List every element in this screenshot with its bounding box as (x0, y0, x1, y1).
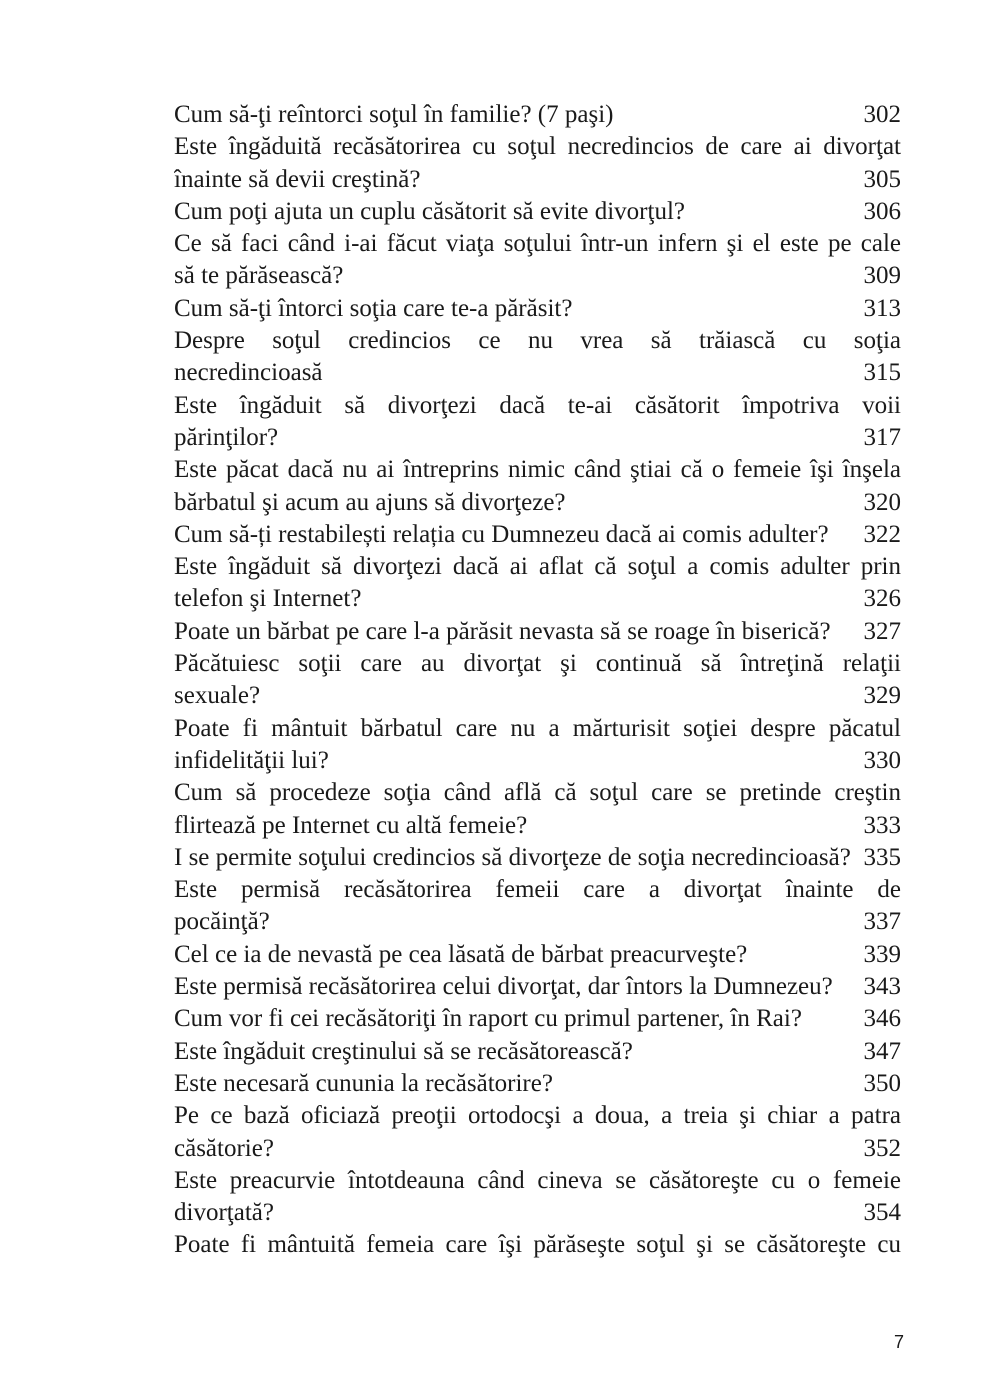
toc-entry-page: 333 (863, 811, 901, 839)
toc-entry-page: 315 (863, 359, 901, 387)
toc-entry-title: Este permisă recăsătorirea celui divorţat, dar întors la Dumnezeu? (174, 973, 833, 1001)
toc-entry-page: 347 (863, 1037, 901, 1065)
toc-entry-page: 354 (863, 1199, 901, 1227)
toc-entry-title: Este îngăduit să divorţezi dacă te-ai căsătorit împotriva voii (174, 391, 901, 419)
toc-line (174, 1197, 901, 1229)
toc-entry-page: 309 (863, 262, 901, 290)
toc-line (174, 164, 901, 196)
toc-entry-page: 330 (863, 746, 901, 774)
toc-entry-page: 352 (863, 1134, 901, 1162)
toc-entry-title: căsătorie? (174, 1134, 274, 1162)
toc-line (174, 1068, 901, 1100)
toc-line (174, 971, 901, 1003)
toc-entry-title: Poate fi mântuită femeia care îşi părăseşte soţul şi se căsătoreşte cu (174, 1231, 901, 1259)
toc-entry-title: sexuale? (174, 682, 261, 710)
toc-line (174, 487, 901, 519)
toc-entry-title: Este necesară cununia la recăsătorire? (174, 1069, 553, 1097)
toc-entry-title: Cum să-ți restabilești relația cu Dumnezeu dacă ai comis adulter? (174, 520, 829, 548)
toc-entry-page: 329 (863, 682, 901, 710)
toc-line (174, 519, 901, 551)
toc-entry-title: Cum să procedeze soţia când află că soţul care se pretinde creştin (174, 779, 901, 807)
toc-entry-page: 326 (863, 585, 901, 613)
toc-entry-title: Este îngăduită recăsătorirea cu soţul necredincios de care ai divorţat (174, 133, 901, 161)
toc-entry-title: să te părăsească? (174, 262, 344, 290)
toc-entry-page: 346 (863, 1005, 901, 1033)
toc-entry-title: flirtează pe Internet cu altă femeie? (174, 811, 528, 839)
toc-line (174, 422, 901, 454)
toc-entry-title: Cum vor fi cei recăsătoriţi în raport cu primul partener, în Rai? (174, 1005, 802, 1033)
toc-line (174, 745, 901, 777)
table-of-contents (174, 99, 901, 1262)
toc-entry-title: Este păcat dacă nu ai întreprins nimic când ştiai că o femeie îşi înşela (174, 456, 901, 484)
toc-entry-title: Poate un bărbat pe care l-a părăsit nevasta să se roage în biserică? (174, 617, 831, 645)
toc-line (174, 1133, 901, 1165)
toc-entry-title: părinţilor? (174, 423, 279, 451)
toc-line (174, 357, 901, 389)
toc-entry-title: pocăinţă? (174, 908, 270, 936)
toc-entry-title: înainte să devii creştină? (174, 165, 421, 193)
toc-entry-title: Poate fi mântuit bărbatul care nu a mărturisit soţiei despre păcatul (174, 714, 901, 742)
toc-entry-page: 337 (863, 908, 901, 936)
toc-line (174, 1003, 901, 1035)
toc-entry-page: 317 (863, 423, 901, 451)
toc-entry-page: 302 (863, 101, 901, 128)
toc-entry-title: Este preacurvie întotdeauna când cineva se căsătoreşte cu o femeie (174, 1166, 901, 1194)
toc-entry-title: Este îngăduit creştinului să se recăsătorească? (174, 1037, 633, 1065)
toc-line (174, 99, 901, 131)
toc-entry-title: Păcătuiesc soţii care au divorţat şi continuă să întreţină relaţii (174, 650, 901, 678)
toc-entry-page: 350 (863, 1069, 901, 1097)
toc-line (174, 842, 901, 874)
toc-entry-title: I se permite soţului credincios să divorţeze de soţia necredincioasă? (174, 843, 851, 871)
toc-entry-page: 320 (863, 488, 901, 516)
toc-entry-title: Despre soţul credincios ce nu vrea să trăiască cu soţia (174, 327, 901, 355)
toc-entry-page: 339 (863, 940, 901, 968)
toc-line (174, 939, 901, 971)
toc-entry-title: infidelităţii lui? (174, 746, 329, 774)
toc-entry-title: bărbatul şi acum au ajuns să divorţeze? (174, 488, 566, 516)
toc-entry-page: 313 (863, 294, 901, 322)
toc-entry-title: Ce să faci când i-ai făcut viaţa soţului într-un infern şi el este pe cale (174, 230, 901, 258)
toc-line (174, 810, 901, 842)
toc-line (174, 196, 901, 228)
toc-entry-title: Este îngăduit să divorţezi dacă ai aflat că soţul a comis adulter prin (174, 553, 901, 581)
toc-line (174, 680, 901, 712)
toc-entry-title: Cel ce ia de nevastă pe cea lăsată de bărbat preacurveşte? (174, 940, 748, 968)
toc-entry-title: Cum să-ţi reîntorci soţul în familie? (7 paşi) (174, 101, 614, 128)
toc-line (174, 583, 901, 615)
toc-line (174, 1036, 901, 1068)
toc-entry-page: 327 (863, 617, 901, 645)
toc-line (174, 616, 901, 648)
toc-line (174, 906, 901, 938)
toc-entry-title: Cum poţi ajuta un cuplu căsătorit să evite divorţul? (174, 197, 685, 225)
toc-entry-title: telefon şi Internet? (174, 585, 362, 613)
toc-line (174, 293, 901, 325)
toc-entry-title: Cum să-ţi întorci soţia care te-a părăsit? (174, 294, 573, 322)
toc-entry-page: 335 (863, 843, 901, 871)
toc-entry-title: Pe ce bază oficiază preoţii ortodocşi a doua, a treia şi chiar a patra (174, 1102, 901, 1130)
toc-entry-page: 322 (863, 520, 901, 548)
page-number: 7 (893, 1332, 904, 1352)
toc-entry-title: Este permisă recăsătorirea femeii care a divorţat înainte de (174, 876, 901, 904)
toc-entry-page: 306 (863, 197, 901, 225)
toc-entry-title: necredincioasă (174, 359, 323, 387)
toc-entry-title: divorţată? (174, 1199, 274, 1227)
toc-entry-page: 343 (863, 973, 901, 1001)
toc-line (174, 260, 901, 292)
toc-entry-page: 305 (863, 165, 901, 193)
